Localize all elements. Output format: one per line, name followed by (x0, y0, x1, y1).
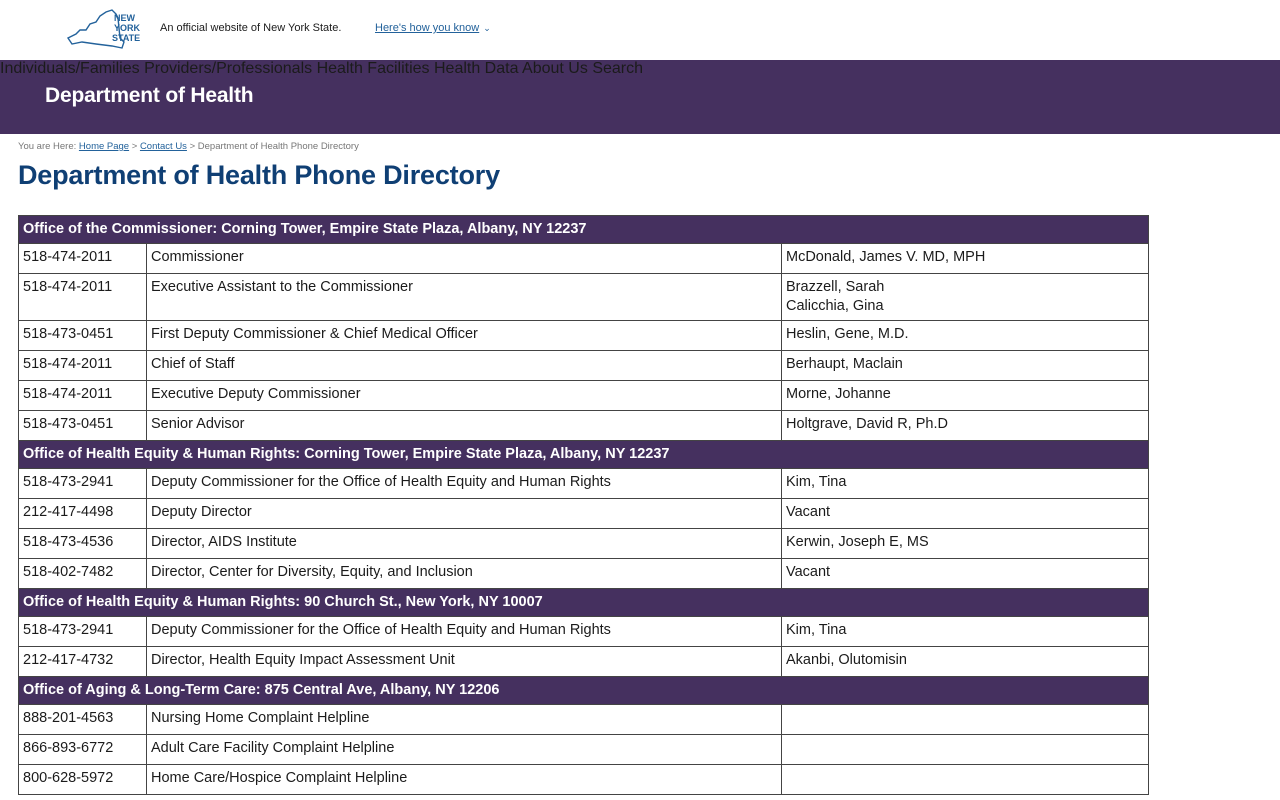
phone-cell: 518-402-7482 (19, 559, 147, 589)
title-cell: Director, Health Equity Impact Assessment Unit (147, 647, 782, 677)
contact-name: Akanbi, Olutomisin (786, 652, 907, 668)
name-cell (782, 469, 1149, 499)
breadcrumb (18, 141, 359, 152)
title-cell: First Deputy Commissioner & Chief Medical Officer (147, 321, 782, 351)
table-row (19, 529, 1149, 559)
phone-cell: 518-474-2011 (19, 274, 147, 321)
nav-health-data[interactable]: Health Data (433, 60, 519, 77)
contact-name: Kim, Tina (786, 622, 847, 638)
title-cell: Executive Assistant to the Commissioner (147, 274, 782, 321)
table-row (19, 647, 1149, 677)
nav-individuals-families[interactable]: Individuals/Families (0, 60, 140, 77)
contact-name: Vacant (786, 504, 831, 520)
table-row (19, 381, 1149, 411)
table-row (19, 321, 1149, 351)
breadcrumb-contact-link[interactable]: Contact Us (139, 141, 187, 152)
section-header-row (19, 677, 1149, 705)
table-row (19, 617, 1149, 647)
title-cell: Home Care/Hospice Complaint Helpline (147, 765, 782, 795)
title-cell: Deputy Commissioner for the Office of Health Equity and Human Rights (147, 469, 782, 499)
table-row (19, 351, 1149, 381)
phone-cell: 518-473-4536 (19, 529, 147, 559)
nav-about-us[interactable]: About Us (522, 60, 588, 77)
name-cell (782, 765, 1149, 795)
section-header: Office of Aging & Long-Term Care: 875 Central Ave, Albany, NY 12206 (19, 677, 1149, 705)
title-cell: Commissioner (147, 244, 782, 274)
table-row (19, 411, 1149, 441)
contact-name: Brazzell, Sarah (786, 279, 885, 295)
table-row (19, 559, 1149, 589)
phone-cell: 518-474-2011 (19, 381, 147, 411)
contact-name: Vacant (786, 564, 831, 580)
name-cell (782, 647, 1149, 677)
logo-line-2: YORK (114, 23, 141, 33)
contact-name: Calicchia, Gina (786, 298, 884, 314)
breadcrumb-separator: > (189, 141, 196, 152)
how-you-know-link[interactable] (375, 22, 491, 34)
phone-cell: 866-893-6772 (19, 735, 147, 765)
name-cell (782, 381, 1149, 411)
phone-cell: 212-417-4732 (19, 647, 147, 677)
breadcrumb-separator: > (131, 141, 138, 152)
page-title: Department of Health Phone Directory (18, 160, 500, 190)
name-cell (782, 529, 1149, 559)
table-row (19, 499, 1149, 529)
phone-cell: 518-473-2941 (19, 469, 147, 499)
contact-name: McDonald, James V. MD, MPH (786, 249, 986, 265)
breadcrumb-home-link[interactable]: Home Page (78, 141, 130, 152)
contact-name: Heslin, Gene, M.D. (786, 326, 909, 342)
title-cell: Chief of Staff (147, 351, 782, 381)
name-cell (782, 705, 1149, 735)
title-cell: Senior Advisor (147, 411, 782, 441)
name-cell (782, 244, 1149, 274)
logo-line-1: NEW (114, 13, 135, 23)
phone-cell: 518-474-2011 (19, 351, 147, 381)
official-site-text: An official website of New York State. (160, 22, 342, 34)
official-site-banner (0, 0, 1280, 60)
nav-search[interactable]: Search (592, 60, 644, 77)
name-cell (782, 735, 1149, 765)
title-cell: Director, Center for Diversity, Equity, and Inclusion (147, 559, 782, 589)
contact-name: Holtgrave, David R, Ph.D (786, 416, 948, 432)
phone-cell: 518-473-0451 (19, 411, 147, 441)
name-cell (782, 321, 1149, 351)
table-row (19, 244, 1149, 274)
logo-line-3: STATE (112, 33, 141, 43)
chevron-down-icon: ⌄ (483, 23, 491, 33)
phone-cell: 800-628-5972 (19, 765, 147, 795)
title-cell: Nursing Home Complaint Helpline (147, 705, 782, 735)
nav-health-facilities[interactable]: Health Facilities (316, 60, 430, 77)
name-cell (782, 559, 1149, 589)
nys-logo[interactable] (66, 8, 142, 54)
contact-name: Berhaupt, Maclain (786, 356, 903, 372)
contact-name: Kerwin, Joseph E, MS (786, 534, 929, 550)
phone-cell: 518-473-0451 (19, 321, 147, 351)
title-cell: Deputy Commissioner for the Office of Health Equity and Human Rights (147, 617, 782, 647)
title-cell: Adult Care Facility Complaint Helpline (147, 735, 782, 765)
section-header-row (19, 441, 1149, 469)
section-header: Office of the Commissioner: Corning Tower, Empire State Plaza, Albany, NY 12237 (19, 216, 1149, 244)
phone-cell: 518-474-2011 (19, 244, 147, 274)
phone-cell: 888-201-4563 (19, 705, 147, 735)
table-row (19, 274, 1149, 321)
name-cell (782, 499, 1149, 529)
section-header: Office of Health Equity & Human Rights: 90 Church St., New York, NY 10007 (19, 589, 1149, 617)
table-row (19, 705, 1149, 735)
table-row (19, 469, 1149, 499)
how-you-know-label: Here's how you know (375, 22, 480, 34)
contact-name: Kim, Tina (786, 474, 847, 490)
section-header-row (19, 589, 1149, 617)
phone-cell: 518-473-2941 (19, 617, 147, 647)
title-cell: Deputy Director (147, 499, 782, 529)
table-row (19, 735, 1149, 765)
section-header-row (19, 216, 1149, 244)
site-brand[interactable]: Department of Health (45, 84, 254, 107)
title-cell: Director, AIDS Institute (147, 529, 782, 559)
table-row (19, 765, 1149, 795)
nav-providers-professionals[interactable]: Providers/Professionals (144, 60, 313, 77)
phone-cell: 212-417-4498 (19, 499, 147, 529)
breadcrumb-current: Department of Health Phone Directory (197, 141, 359, 152)
name-cell (782, 351, 1149, 381)
name-cell (782, 274, 1149, 321)
phone-directory-table (18, 215, 1149, 795)
name-cell (782, 411, 1149, 441)
breadcrumb-prefix: You are Here: (18, 141, 77, 152)
title-cell: Executive Deputy Commissioner (147, 381, 782, 411)
contact-name: Morne, Johanne (786, 386, 891, 402)
name-cell (782, 617, 1149, 647)
site-header (0, 60, 1280, 134)
section-header: Office of Health Equity & Human Rights: Corning Tower, Empire State Plaza, Albany, NY 12237 (19, 441, 1149, 469)
